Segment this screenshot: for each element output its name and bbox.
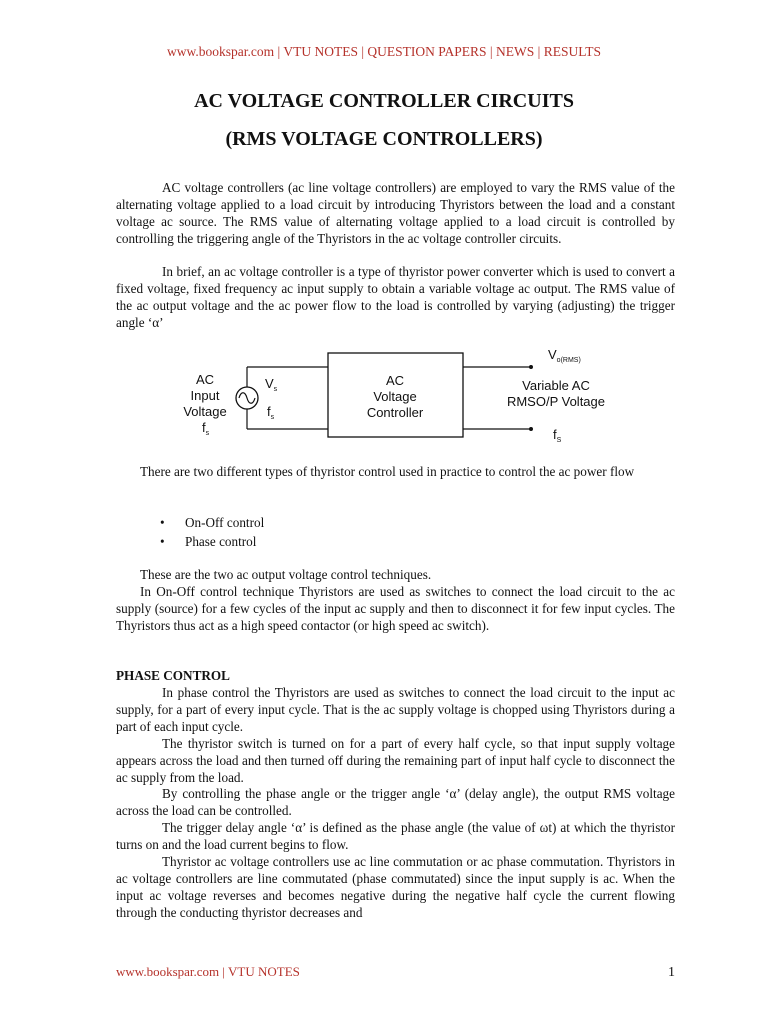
intro-paragraph-1: AC voltage controllers (ac line voltage controllers) are employed to vary the RMS value of the alternating voltage applied to a load circuit by introducing Thyristors between the load and a constant voltage ac source. The RMS value of alternating voltage applied to a load circuit is controlled by controlling the triggering angle of the Thyristors in the ac voltage controller circuits.: [116, 180, 675, 246]
page-title: AC VOLTAGE CONTROLLER CIRCUITS: [194, 90, 574, 112]
phase-paragraph-1: In phase control the Thyristors are used as switches to connect the load circuit to the input ac supply, for a part of every input cycle. That is the ac supply voltage is chopped using Thyristors during a part of each input cycle.: [116, 685, 675, 734]
intro-paragraph-2: In brief, an ac voltage controller is a type of thyristor power converter which is used to convert a fixed voltage, fixed frequency ac input supply to obtain a variable voltage ac output. The RMS value of the ac output voltage and the ac power flow to the load is controlled by varying (adjusting) the trigger angle ‘α’: [116, 264, 675, 330]
page-number: 1: [668, 965, 675, 980]
output-label-variable: Variable AC: [522, 378, 590, 393]
page-header[interactable]: www.bookspar.com | VTU NOTES | QUESTION PAPERS | NEWS | RESULTS: [167, 44, 601, 59]
output-terminal-top: [529, 365, 533, 369]
page-footer[interactable]: www.bookspar.com | VTU NOTES: [116, 964, 300, 979]
phase-paragraph-4: The trigger delay angle ‘α’ is defined as the phase angle (the value of ωt) at which the thyristor turns on and the load current begins to flow.: [116, 820, 675, 852]
box-label-ac: AC: [385, 373, 405, 388]
input-label-ac: AC: [195, 372, 215, 387]
output-label-rms: RMSO/P Voltage: [506, 394, 606, 409]
source-frequency-label: $f_s$: [267, 404, 275, 421]
input-label-input: Input: [190, 388, 220, 403]
source-voltage-label: $V_s$: [265, 376, 278, 393]
output-terminal-bottom: [529, 427, 533, 431]
input-frequency: $f_s$: [202, 420, 210, 437]
phase-paragraph-2: The thyristor switch is turned on for a part of every half cycle, so that input supply voltage appears across the load and then turned off during the remaining part of input half cycle to disconnect the ac supply from the load.: [116, 736, 675, 785]
control-types-paragraph: There are two different types of thyristor control used in practice to control the ac power flow: [140, 464, 635, 479]
output-voltage-label: $V_{o(RMS)}$: [548, 347, 581, 364]
list-item: • Phase control: [160, 533, 264, 552]
control-types-list: [160, 514, 264, 551]
box-label-voltage: Voltage: [373, 389, 417, 404]
list-item: • On-Off control: [160, 514, 264, 533]
phase-control-heading: PHASE CONTROL: [116, 668, 230, 683]
techniques-paragraph: These are the two ac output voltage control techniques.: [140, 567, 432, 582]
phase-paragraph-5: Thyristor ac voltage controllers use ac line commutation or ac phase commutation. Thyristors in ac voltage controllers are line commutated (phase commutated) since the input supply is ac. When the input ac voltage reverses and becomes negative during the negative half cycle the current flowing through the conducting thyristor decreases and: [116, 854, 675, 920]
phase-paragraph-3: By controlling the phase angle or the trigger angle ‘α’ (delay angle), the output RMS voltage across the load can be controlled.: [116, 786, 675, 818]
on-off-paragraph: In On-Off control technique Thyristors are used as switches to connect the load circuit to the ac supply (source) for a few cycles of the input ac supply and then to disconnect it for few input cycles. The Thyristors thus act as a high speed contactor (or high speed ac switch).: [116, 584, 675, 633]
box-label-controller: Controller: [366, 405, 424, 420]
page-subtitle: (RMS VOLTAGE CONTROLLERS): [225, 128, 543, 150]
block-diagram: [0, 345, 768, 445]
input-label-voltage: Voltage: [183, 404, 227, 419]
output-frequency-label: $f_S$: [553, 427, 562, 444]
sine-wave-icon: [239, 393, 255, 404]
